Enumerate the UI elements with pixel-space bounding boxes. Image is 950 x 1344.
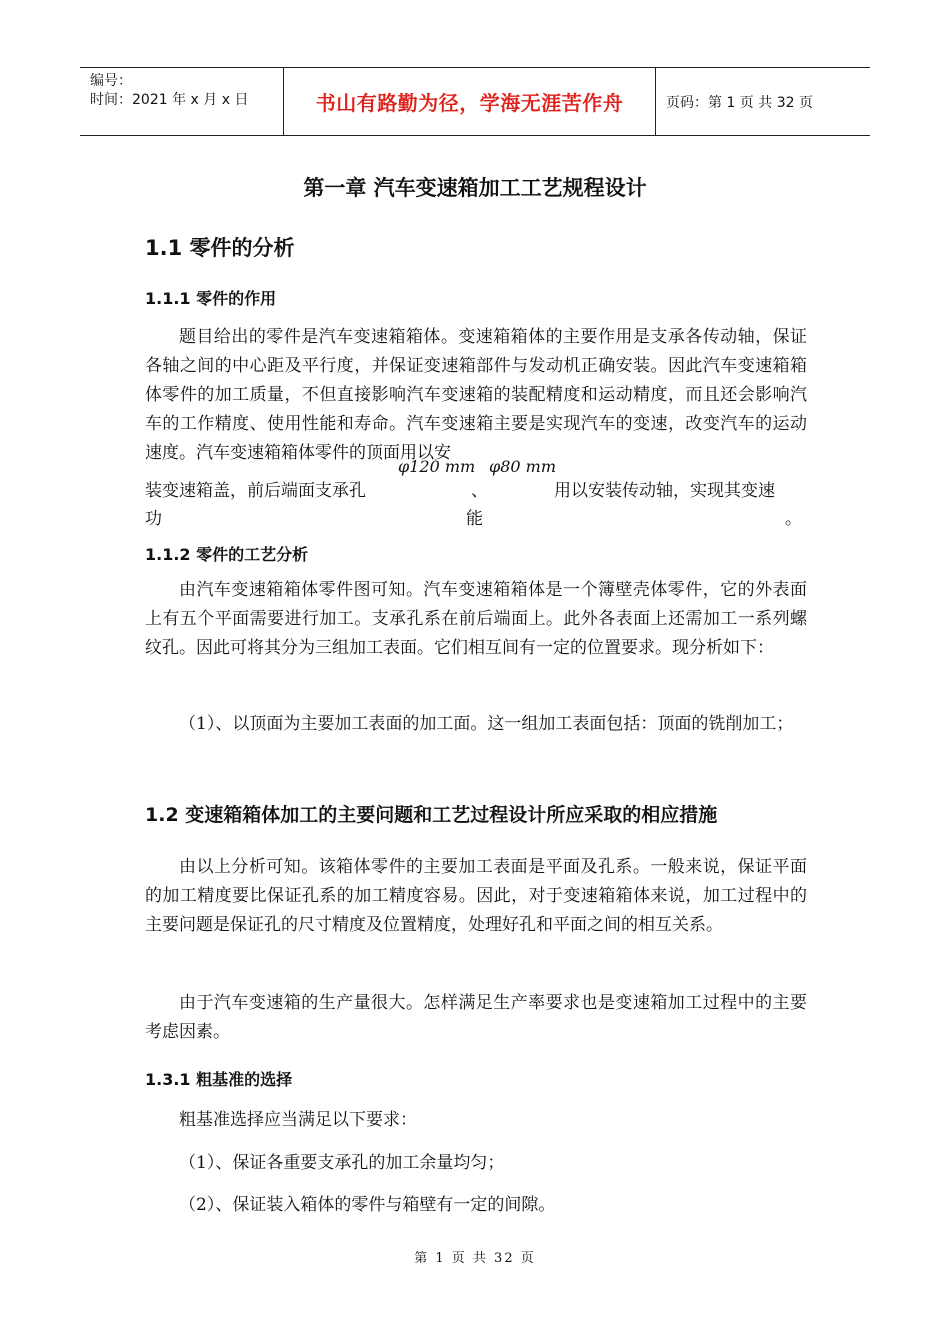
formula-phi80: φ80 mm (489, 457, 556, 476)
section-1-2-p2: 由于汽车变速箱的生产量很大。怎样满足生产率要求也是变速箱加工过程中的主要考虑因素。 (145, 993, 807, 1042)
page-footer: 第 1 页 共 32 页 (414, 1251, 536, 1266)
page-code: 页码：第 1 页 共 32 页 (666, 94, 813, 111)
section-1-3-1-title: 1.3.1 粗基准的选择 (145, 1070, 293, 1089)
section-1-1-title: 1.1 零件的分析 (145, 236, 295, 260)
number-label: 编号： (90, 73, 132, 89)
section-1-1-2-item-1: （1）、以顶面为主要加工表面的加工面。这一组加工表面包括：顶面的铣削加工； (179, 714, 794, 734)
header-left-cell (80, 68, 283, 135)
header-table (80, 67, 870, 136)
formula-separator: 、 (471, 481, 488, 501)
section-1-3-1-item-1: （1）、保证各重要支承孔的加工余量均匀； (179, 1153, 505, 1173)
section-1-1-2-body: 由汽车变速箱箱体零件图可知。汽车变速箱箱体是一个簿壁壳体零件，它的外表面上有五个平面需要进行加工。支承孔系在前后端面上。此外各表面上还需加工一系列螺纹孔。因此可将其分为三组加工表面。它们相互间有一定的位置要求。现分析如下： (145, 580, 807, 658)
section-1-1-2-title: 1.1.2 零件的工艺分析 (145, 545, 309, 564)
time-label: 时间：2021 年 x 月 x 日 (90, 92, 249, 108)
section-1-2-title: 1.2 变速箱箱体加工的主要问题和工艺过程设计所应采取的相应措施 (145, 804, 718, 826)
section-1-1-1-body: 题目给出的零件是汽车变速箱箱体。变速箱箱体的主要作用是支承各传动轴，保证各轴之间的中心距及平行度，并保证变速箱部件与发动机正确安装。因此汽车变速箱箱体零件的加工质量，不但直接影响汽车变速箱的装配精度和运动精度，而且还会影响汽车的工作精度、使用性能和寿命。汽车变速箱主要是实现汽车的变速，改变汽车的运动速度。汽车变速箱箱体零件的顶面用以安 (145, 327, 807, 463)
section-1-2-p1: 由以上分析可知。该箱体零件的主要加工表面是平面及孔系。一般来说，保证平面的加工精度要比保证孔系的加工精度容易。因此，对于变速箱箱体来说，加工过程中的主要问题是保证孔的尺寸精度及位置精度，处理好孔和平面之间的相互关系。 (145, 857, 807, 935)
formula-line-text-a: 装变速箱盖，前后端面支承孔 (145, 481, 366, 501)
motto: 书山有路勤为径，学海无涯苦作舟 (283, 68, 656, 135)
section-1-3-1-item-2: （2）、保证装入箱体的零件与箱壁有一定的间隙。 (179, 1195, 556, 1215)
section-1-1-1-title: 1.1.1 零件的作用 (145, 289, 277, 308)
formula-phi120: φ120 mm (398, 457, 476, 476)
function-char-1: 功 (145, 509, 162, 529)
chapter-title: 第一章 汽车变速箱加工工艺规程设计 (303, 176, 647, 200)
formula-line-text-b: 用以安装传动轴，实现其变速 (554, 481, 775, 501)
section-1-3-1-intro: 粗基准选择应当满足以下要求： (179, 1110, 417, 1130)
function-period: 。 (785, 509, 802, 529)
function-char-2: 能 (466, 509, 483, 529)
